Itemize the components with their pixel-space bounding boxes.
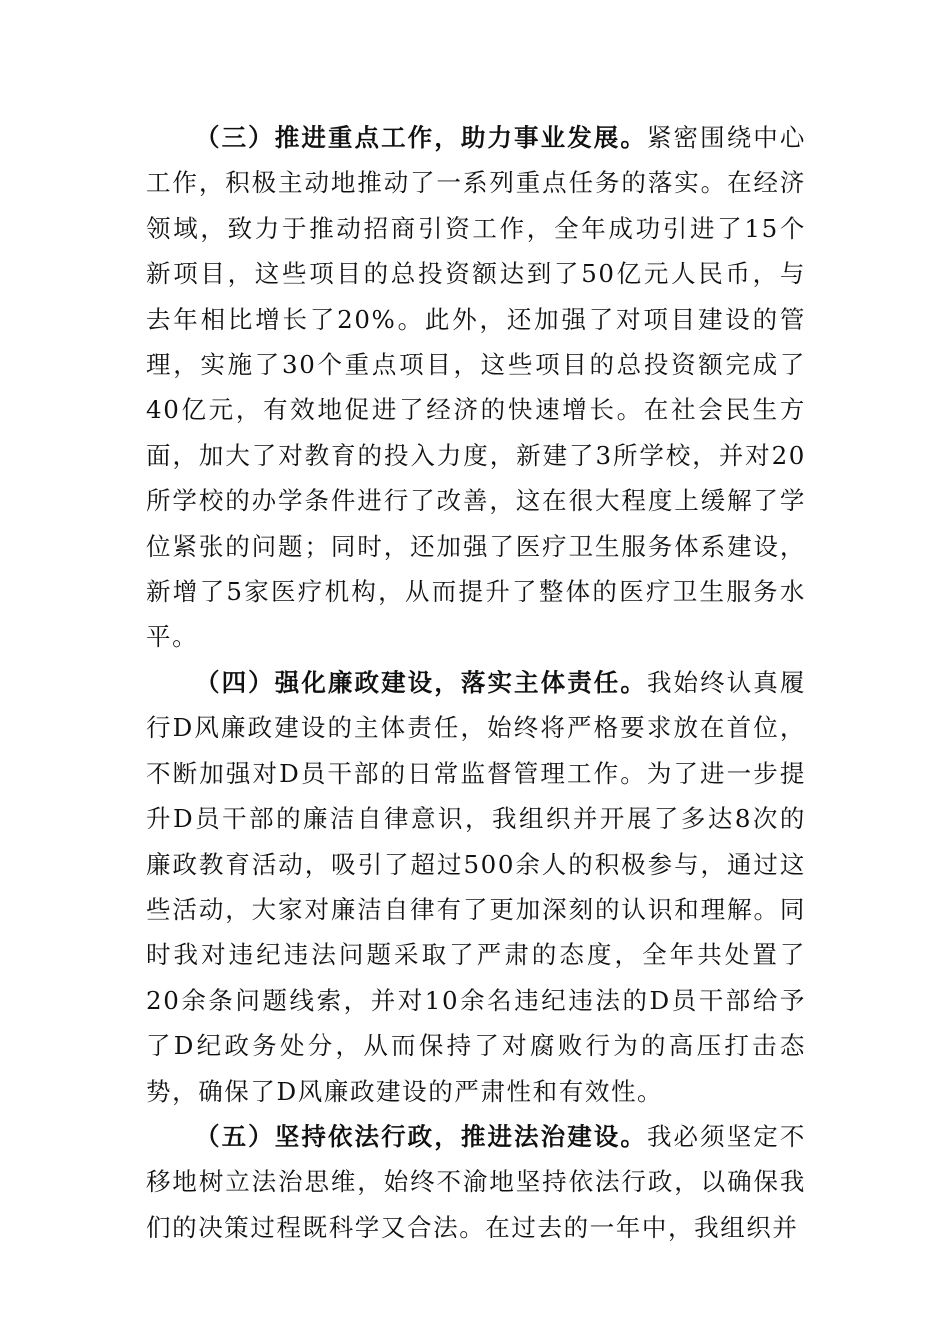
document-body — [146, 115, 806, 1250]
paragraph-text: 紧密围绕中心工作，积极主动地推动了一系列重点任务的落实。在经济领域，致力于推动招商引资工作，全年成功引进了15个新项目，这些项目的总投资额达到了50亿元人民币，与去年相比增长了20%。此外，还加强了对项目建设的管理，实施了30个重点项目，这些项目的总投资额完成了40亿元，有效地促进了经济的快速增长。在社会民生方面，加大了对教育的投入力度，新建了3所学校，并对20所学校的办学条件进行了改善，这在很大程度上缓解了学位紧张的问题；同时，还加强了医疗卫生服务体系建设，新增了5家医疗机构，从而提升了整体的医疗卫生服务水平。 — [146, 123, 806, 652]
paragraph-text: 我必须坚定不移地树立法治思维，始终不渝地坚持依法行政，以确保我们的决策过程既科学又合法。在过去的一年中，我组织并 — [146, 1121, 806, 1242]
paragraph-text: 我始终认真履行D风廉政建设的主体责任，始终将严格要求放在首位，不断加强对D员干部的日常监督管理工作。为了进一步提升D员干部的廉洁自律意识，我组织并开展了多达8次的廉政教育活动，吸引了超过500余人的积极参与，通过这些活动，大家对廉洁自律有了更加深刻的认识和理解。同时我对违纪违法问题采取了严肃的态度，全年共处置了20余条问题线索，并对10余名违纪违法的D员干部给予了D纪政务处分，从而保持了对腐败行为的高压打击态势，确保了D风廉政建设的严肃性和有效性。 — [146, 667, 806, 1106]
paragraph-heading: （五）坚持依法行政，推进法治建设。 — [195, 1121, 647, 1151]
paragraph-heading: （四）强化廉政建设，落实主体责任。 — [195, 667, 647, 697]
paragraph-5-rule-of-law — [146, 1114, 806, 1250]
paragraph-3-key-work — [146, 115, 806, 660]
paragraph-heading: （三）推进重点工作，助力事业发展。 — [195, 123, 647, 152]
paragraph-4-integrity — [146, 660, 806, 1114]
